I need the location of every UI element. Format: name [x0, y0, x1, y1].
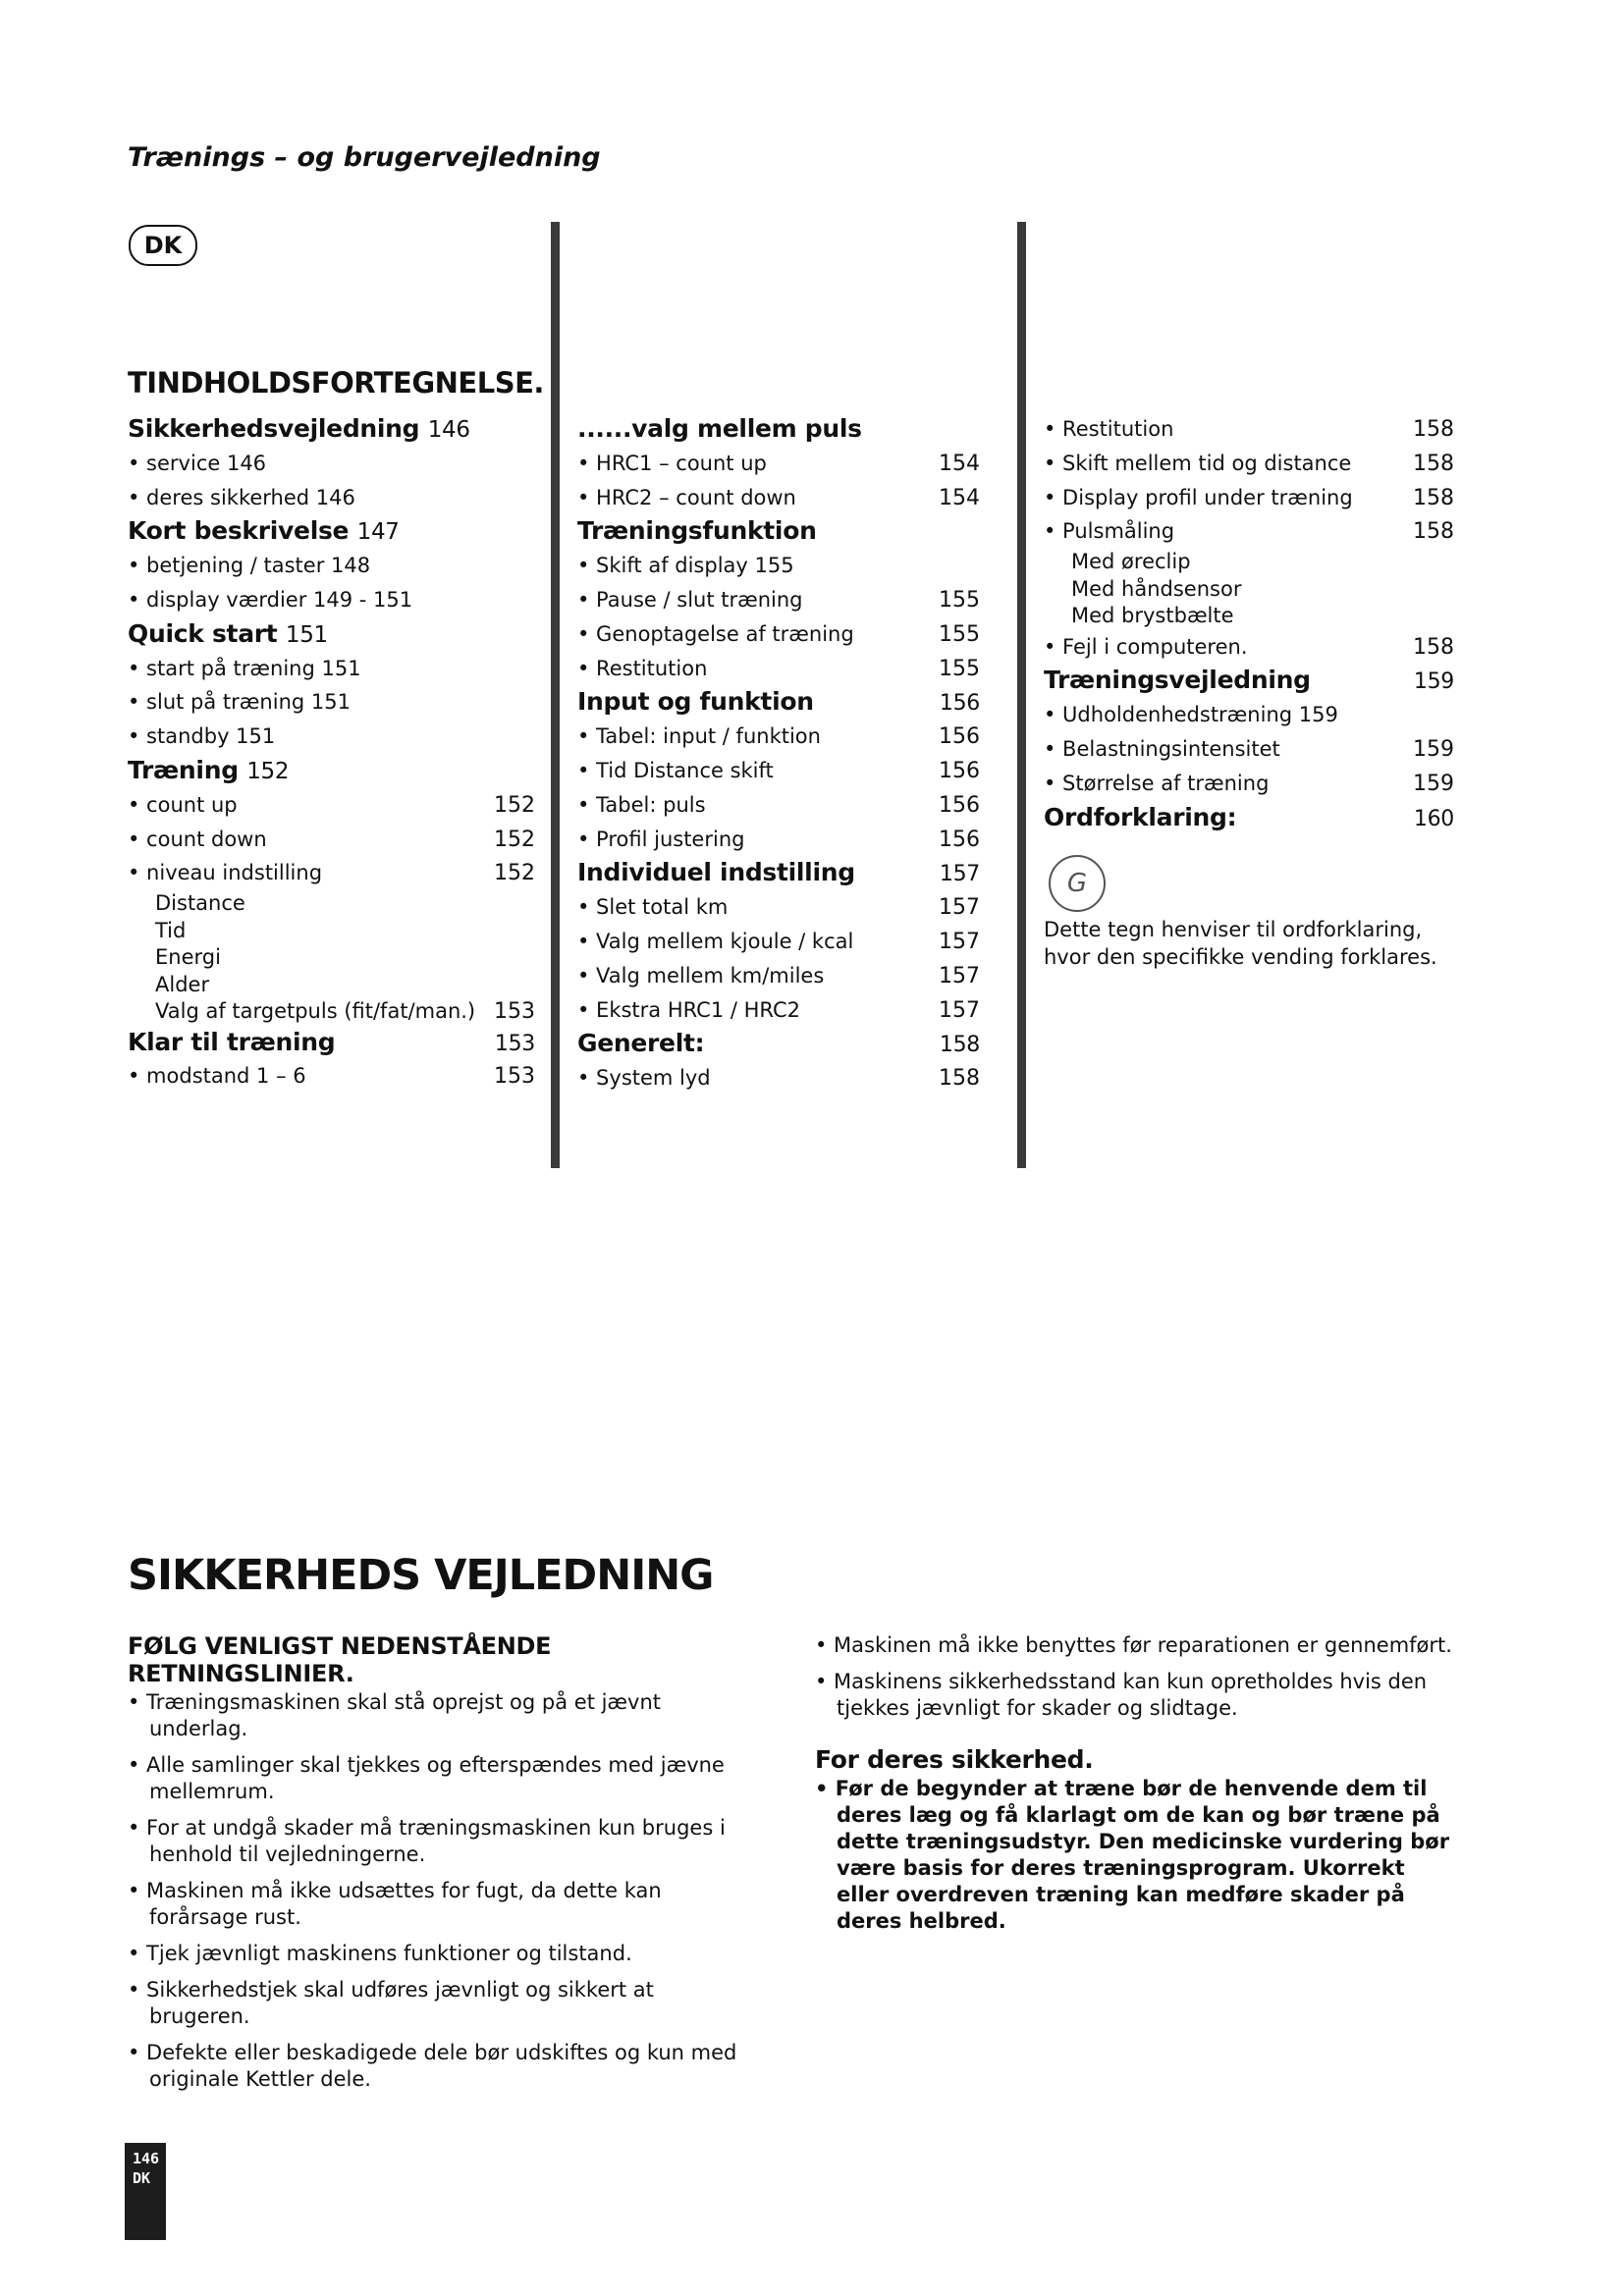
toc-entry-label: • service 146	[128, 451, 267, 475]
for-deres-bullet: • Før de begynder at træne bør de henvende dem til deres læg og få klarlagt om de kan og bør træne på dette træningsudstyr. Den medicinske vurdering bør være basis for deres træningsprogram. Ukorrekt eller overdreven træning kan medføre skader på deres helbred.	[815, 1777, 1450, 1933]
toc-entry-label: Med brystbælte	[1071, 604, 1234, 628]
toc-item-row	[1044, 767, 1454, 801]
toc-entry-page: 153	[494, 999, 535, 1025]
safety-bullet: • Maskinens sikkerhedsstand kan kun opretholdes hvis den tjekkes jævnligt for skader og slidtage.	[815, 1670, 1428, 1720]
toc-entry-page: 152	[494, 792, 535, 818]
toc-item-row	[128, 685, 535, 720]
column-divider	[1017, 222, 1026, 1168]
toc-section-row	[577, 856, 980, 890]
safety-bullet: • Defekte eller beskadigede dele bør udskiftes og kun med originale Kettler dele.	[128, 2041, 737, 2091]
toc-entry-label: • Størrelse af træning	[1044, 771, 1270, 795]
toc-column-3	[1044, 412, 1454, 834]
toc-entry-page: 157	[939, 963, 980, 988]
toc-entry-label: • HRC2 – count down	[577, 485, 796, 509]
safety-bullet: • Tjek jævnligt maskinens funktioner og tilstand.	[128, 1942, 632, 1965]
toc-entry-inline-page: 147	[356, 519, 400, 546]
toc-item-row	[577, 890, 980, 925]
toc-item-row	[128, 549, 535, 583]
toc-entry-label: • start på træning 151	[128, 656, 361, 680]
toc-entry-page: 158	[939, 1033, 980, 1058]
toc-entry-page: 157	[939, 929, 980, 954]
toc-entry-label: Klar til træning	[128, 1027, 336, 1056]
column-divider	[551, 222, 560, 1168]
toc-item-row	[577, 823, 980, 857]
safety-bullet: • Alle samlinger skal tjekkes og efterspændes med jævne mellemrum.	[128, 1753, 725, 1803]
toc-subitem-row	[128, 890, 535, 918]
toc-entry-page: 152	[494, 827, 535, 852]
toc-item-row	[577, 720, 980, 754]
toc-entry-page: 156	[939, 691, 980, 717]
toc-item-row	[577, 617, 980, 652]
toc-section-row	[577, 514, 980, 549]
toc-item-row	[128, 652, 535, 686]
safety-bullet: • Træningsmaskinen skal stå oprejst og på et jævnt underlag.	[128, 1690, 662, 1740]
toc-entry-label: • Genoptagelse af træning	[577, 621, 854, 646]
glossary-g-icon: G	[1049, 855, 1106, 912]
toc-entry-label: • Profil justering	[577, 827, 745, 851]
toc-entry-label: • Skift af display 155	[577, 554, 794, 578]
toc-entry-label: • Restitution	[577, 656, 708, 680]
toc-entry-page: 156	[939, 758, 980, 783]
toc-section-row	[128, 617, 535, 652]
toc-section-row	[1044, 801, 1454, 835]
toc-entry-page: 158	[1413, 519, 1454, 545]
toc-entry-label: • display værdier 149 - 151	[128, 587, 413, 612]
toc-entry-label: Distance	[155, 891, 245, 916]
toc-entry-label: • Pause / slut træning	[577, 587, 803, 612]
toc-item-row	[128, 856, 535, 890]
toc-section-row	[128, 514, 535, 549]
toc-entry-page: 153	[494, 1064, 535, 1090]
toc-entry-label-wrap	[128, 514, 400, 550]
toc-entry-label: • Fejl i computeren.	[1044, 634, 1248, 659]
toc-entry-label: Individuel indstilling	[577, 858, 855, 887]
toc-entry-label: Generelt:	[577, 1029, 705, 1058]
toc-item-row	[128, 447, 535, 481]
safety-heading: SIKKERHEDS VEJLEDNING	[128, 1551, 714, 1600]
toc-item-row	[577, 583, 980, 617]
toc-item-row	[1044, 412, 1454, 447]
toc-item-row	[577, 754, 980, 788]
document-title: Trænings – og brugervejledning	[128, 142, 601, 173]
toc-entry-label: Tid	[155, 918, 187, 942]
toc-entry-label: Quick start	[128, 618, 278, 648]
toc-entry-label: • Tabel: puls	[577, 792, 706, 817]
page-number: 146	[133, 2150, 160, 2167]
toc-item-row	[577, 652, 980, 686]
safety-column-left	[128, 1632, 756, 2103]
toc-entry-label: • niveau indstilling	[128, 861, 323, 885]
toc-item-row	[1044, 698, 1454, 732]
toc-section-row	[128, 412, 535, 447]
toc-subitem-row	[128, 972, 535, 999]
toc-item-row	[128, 823, 535, 857]
toc-entry-label: • Valg mellem kjoule / kcal	[577, 929, 854, 953]
toc-entry-label: • count down	[128, 827, 267, 851]
toc-entry-label: • Pulsmåling	[1044, 519, 1175, 544]
toc-entry-label: • System lyd	[577, 1066, 711, 1091]
toc-item-row	[577, 959, 980, 993]
page-number-tab	[125, 2143, 166, 2240]
safety-bullet: • For at undgå skader må træningsmaskinen kun bruges i henhold til vejledningerne.	[128, 1816, 726, 1866]
toc-entry-label: Med øreclip	[1071, 550, 1191, 574]
toc-entry-label: • Udholdenhedstræning 159	[1044, 703, 1338, 727]
toc-entry-label: • Tabel: input / funktion	[577, 724, 821, 749]
toc-subitem-row	[128, 918, 535, 945]
toc-section-row	[1044, 664, 1454, 698]
toc-item-row	[577, 481, 980, 515]
toc-entry-page: 155	[939, 656, 980, 681]
toc-entry-page: 156	[939, 724, 980, 750]
toc-item-row	[128, 481, 535, 515]
toc-entry-label: • count up	[128, 792, 238, 817]
toc-entry-label: • standby 151	[128, 724, 276, 749]
toc-entry-label: Alder	[155, 972, 210, 996]
toc-entry-page: 156	[939, 792, 980, 818]
toc-subitem-row	[128, 944, 535, 972]
safety-bullet: • Maskinen må ikke udsættes for fugt, da dette kan forårsage rust.	[128, 1879, 662, 1929]
toc-entry-inline-page: 146	[427, 417, 470, 443]
toc-entry-label: • slut på træning 151	[128, 690, 351, 715]
toc-item-row	[128, 583, 535, 617]
toc-entry-page: 157	[939, 862, 980, 887]
toc-entry-label: • Valg mellem km/miles	[577, 963, 825, 988]
toc-entry-label-wrap	[128, 754, 289, 789]
toc-entry-page: 159	[1413, 771, 1454, 796]
toc-section-row	[577, 685, 980, 720]
toc-entry-page: 155	[939, 621, 980, 647]
toc-item-row	[577, 447, 980, 481]
toc-subitem-row	[1044, 549, 1454, 576]
toc-entry-label: • modstand 1 – 6	[128, 1064, 306, 1089]
toc-entry-page: 160	[1413, 806, 1454, 831]
toc-column-2	[577, 412, 980, 1095]
toc-item-row	[1044, 447, 1454, 481]
toc-column-1	[128, 412, 535, 1094]
toc-entry-page: 156	[939, 827, 980, 852]
toc-entry-label: Med håndsensor	[1071, 576, 1242, 601]
toc-item-row	[577, 549, 980, 583]
safety-column-right	[815, 1632, 1453, 1935]
page-language: DK	[133, 2169, 151, 2187]
safety-bullet: • Maskinen må ikke benyttes før reparationen er gennemført.	[815, 1633, 1452, 1657]
toc-entry-label: • Slet total km	[577, 895, 729, 920]
toc-entry-page: 158	[1413, 417, 1454, 442]
toc-item-row	[577, 1061, 980, 1095]
toc-entry-label: Energi	[155, 945, 221, 970]
toc-entry-label: • Belastningsintensitet	[1044, 737, 1280, 762]
toc-entry-inline-page: 151	[285, 621, 328, 648]
toc-item-row	[1044, 514, 1454, 549]
toc-item-row	[128, 1059, 535, 1094]
toc-item-row	[577, 993, 980, 1028]
toc-item-row	[1044, 732, 1454, 767]
toc-section-row	[128, 1026, 535, 1060]
toc-entry-page: 153	[494, 1031, 535, 1056]
toc-entry-page: 158	[939, 1066, 980, 1092]
toc-section-row	[577, 1027, 980, 1061]
toc-entry-label: • Restitution	[1044, 417, 1174, 441]
toc-entry-page: 157	[939, 997, 980, 1023]
toc-item-row	[1044, 630, 1454, 665]
toc-entry-label: Træning	[128, 755, 239, 784]
toc-entry-page: 158	[1413, 485, 1454, 510]
toc-entry-label-wrap	[128, 617, 328, 653]
toc-entry-page: 154	[939, 485, 980, 510]
toc-entry-page: 152	[494, 861, 535, 886]
guidelines-heading: FØLG VENLIGST NEDENSTÅENDE RETNINGSLINIER.	[128, 1632, 552, 1687]
toc-item-row	[577, 788, 980, 823]
toc-item-row	[128, 788, 535, 823]
toc-entry-page: 159	[1413, 737, 1454, 763]
toc-subitem-row	[1044, 603, 1454, 630]
toc-entry-inline-page: 152	[246, 758, 290, 784]
toc-item-row	[577, 925, 980, 959]
language-badge: DK	[129, 225, 197, 266]
toc-entry-label: • Ekstra HRC1 / HRC2	[577, 997, 800, 1022]
toc-entry-label: • Skift mellem tid og distance	[1044, 451, 1352, 475]
toc-entry-label: ......valg mellem puls	[577, 414, 862, 443]
toc-entry-label: • betjening / taster 148	[128, 554, 371, 578]
glossary-note: Dette tegn henviser til ordforklaring, hvor den specifikke vending forklares.	[1044, 918, 1437, 969]
toc-item-row	[128, 720, 535, 754]
toc-item-row	[1044, 481, 1454, 515]
toc-entry-page: 155	[939, 587, 980, 613]
toc-entry-label: Kort beskrivelse	[128, 516, 350, 546]
toc-entry-label: Sikkerhedsvejledning	[128, 414, 420, 443]
toc-entry-page: 157	[939, 895, 980, 921]
toc-entry-label: Valg af targetpuls (fit/fat/man.)	[155, 999, 476, 1024]
toc-entry-page: 158	[1413, 634, 1454, 660]
toc-subitem-row	[128, 998, 535, 1026]
safety-bullet: • Sikkerhedstjek skal udføres jævnligt og sikkert at brugeren.	[128, 1978, 654, 2028]
toc-section-row	[128, 754, 535, 788]
toc-entry-page: 158	[1413, 451, 1454, 476]
toc-entry-label: Træningsfunktion	[577, 516, 817, 546]
toc-entry-page: 159	[1413, 669, 1454, 695]
toc-entry-label: • HRC1 – count up	[577, 451, 767, 475]
toc-entry-page: 154	[939, 451, 980, 476]
toc-entry-label: • Display profil under træning	[1044, 485, 1353, 509]
for-deres-heading: For deres sikkerhed.	[815, 1745, 1094, 1774]
toc-entry-label: Input og funktion	[577, 687, 814, 717]
toc-entry-label: Ordforklaring:	[1044, 802, 1237, 831]
toc-section-row	[577, 412, 980, 447]
toc-entry-label-wrap	[128, 412, 470, 448]
toc-entry-label: Træningsvejledning	[1044, 666, 1311, 695]
toc-heading: TINDHOLDSFORTEGNELSE.	[128, 366, 544, 400]
toc-entry-label: • deres sikkerhed 146	[128, 485, 355, 509]
toc-subitem-row	[1044, 576, 1454, 604]
toc-entry-label: • Tid Distance skift	[577, 758, 774, 782]
